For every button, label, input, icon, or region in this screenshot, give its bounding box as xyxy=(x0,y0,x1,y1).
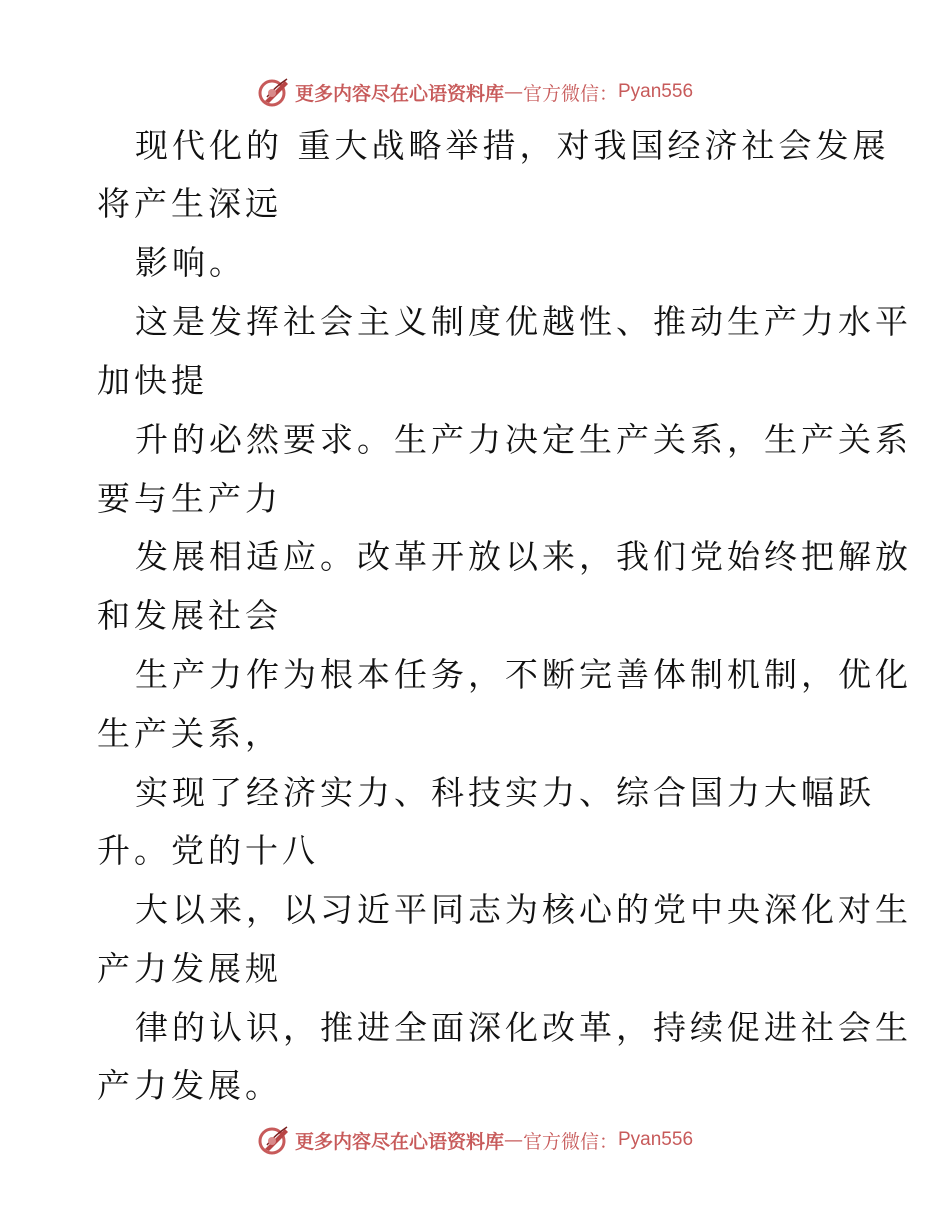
body-line: 要与生产力 xyxy=(97,479,282,518)
body-line: 生产力作为根本任务，不断完善体制机制，优化 xyxy=(135,655,912,694)
footer-slogan: 更多内容尽在心语资料库 xyxy=(294,1130,504,1153)
header-banner xyxy=(0,72,950,112)
body-line: 影响。 xyxy=(135,243,246,282)
body-line: 升。党的十八 xyxy=(97,831,319,870)
footer-banner xyxy=(0,1120,950,1160)
body-line: 生产关系， xyxy=(97,714,282,753)
footer-wechat-label: 官方微信： xyxy=(522,1130,618,1153)
header-wechat-id: Pyan556 xyxy=(618,81,694,102)
header-dash: — xyxy=(503,81,523,103)
body-line: 现代化的 重大战略举措，对我国经济社会发展 xyxy=(135,126,890,165)
header-slogan: 更多内容尽在心语资料库 xyxy=(294,82,504,105)
body-line: 产力发展。 xyxy=(97,1066,282,1105)
body-line: 升的必然要求。生产力决定生产关系，生产关系 xyxy=(135,420,912,459)
footer-wechat-id: Pyan556 xyxy=(618,1129,694,1150)
footer-dash: — xyxy=(503,1129,523,1151)
body-line: 实现了经济实力、科技实力、综合国力大幅跃 xyxy=(135,773,875,812)
body-line: 将产生深远 xyxy=(97,184,282,223)
body-line: 产力发展规 xyxy=(97,949,282,988)
quill-circle-icon xyxy=(257,1123,291,1157)
body-line: 律的认识，推进全面深化改革，持续促进社会生 xyxy=(135,1008,912,1047)
body-line: 和发展社会 xyxy=(97,596,282,635)
header-wechat-label: 官方微信： xyxy=(522,82,618,105)
body-line: 发展相适应。改革开放以来，我们党始终把解放 xyxy=(135,537,912,576)
body-line: 这是发挥社会主义制度优越性、推动生产力水平 xyxy=(135,302,912,341)
body-line: 大以来，以习近平同志为核心的党中央深化对生 xyxy=(135,890,912,929)
body-line: 加快提 xyxy=(97,361,208,400)
quill-circle-icon xyxy=(257,75,291,109)
